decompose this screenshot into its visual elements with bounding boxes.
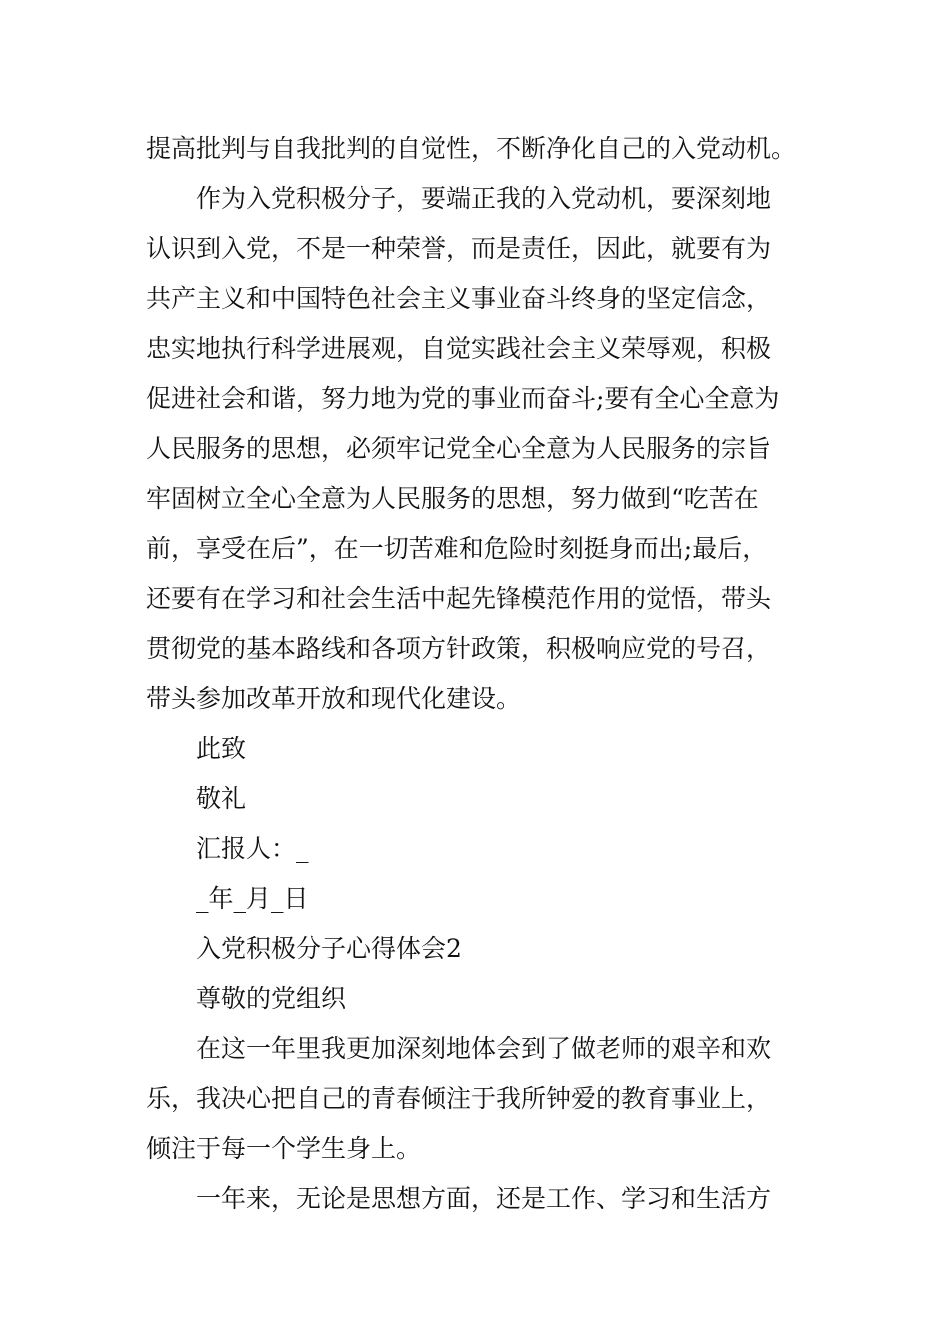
closing-salutation: 此致 <box>196 734 247 763</box>
text-line: 还要有在学习和社会生活中起先锋模范作用的觉悟，带头 <box>146 584 772 613</box>
text-line: 人民服务的思想，必须牢记党全心全意为人民服务的宗旨 <box>146 434 772 463</box>
text-line: 作为入党积极分子，要端正我的入党动机，要深刻地 <box>196 184 772 213</box>
text-line: 前，享受在后”，在一切苦难和危险时刻挺身而出;最后， <box>146 534 768 563</box>
text-line: 带头参加改革开放和现代化建设。 <box>146 684 522 713</box>
text-line: 认识到入党，不是一种荣誉，而是责任，因此，就要有为 <box>146 234 772 263</box>
text-line: 牢固树立全心全意为人民服务的思想，努力做到“吃苦在 <box>146 484 759 513</box>
text-line: 乐，我决心把自己的青春倾注于我所钟爱的教育事业上， <box>146 1084 772 1113</box>
text-line: 一年来，无论是思想方面，还是工作、学习和生活方 <box>196 1184 772 1213</box>
greeting-line: 尊敬的党组织 <box>196 984 347 1013</box>
text-line: 提高批判与自我批判的自觉性，不断净化自己的入党动机。 <box>146 134 797 163</box>
text-line: 倾注于每一个学生身上。 <box>146 1134 422 1163</box>
section-title: 入党积极分子心得体会2 <box>196 934 462 963</box>
text-line: 共产主义和中国特色社会主义事业奋斗终身的坚定信念， <box>146 284 772 313</box>
text-line: 在这一年里我更加深刻地体会到了做老师的艰辛和欢 <box>196 1034 772 1063</box>
reporter-line: 汇报人：_ <box>196 834 309 863</box>
text-line: 促进社会和谐，努力地为党的事业而奋斗;要有全心全意为 <box>146 384 780 413</box>
text-line: 忠实地执行科学进展观，自觉实践社会主义荣辱观，积极 <box>146 334 772 363</box>
closing-regards: 敬礼 <box>196 784 247 813</box>
date-line: _年_月_日 <box>196 884 309 913</box>
text-line: 贯彻党的基本路线和各项方针政策，积极响应党的号召， <box>146 634 772 663</box>
